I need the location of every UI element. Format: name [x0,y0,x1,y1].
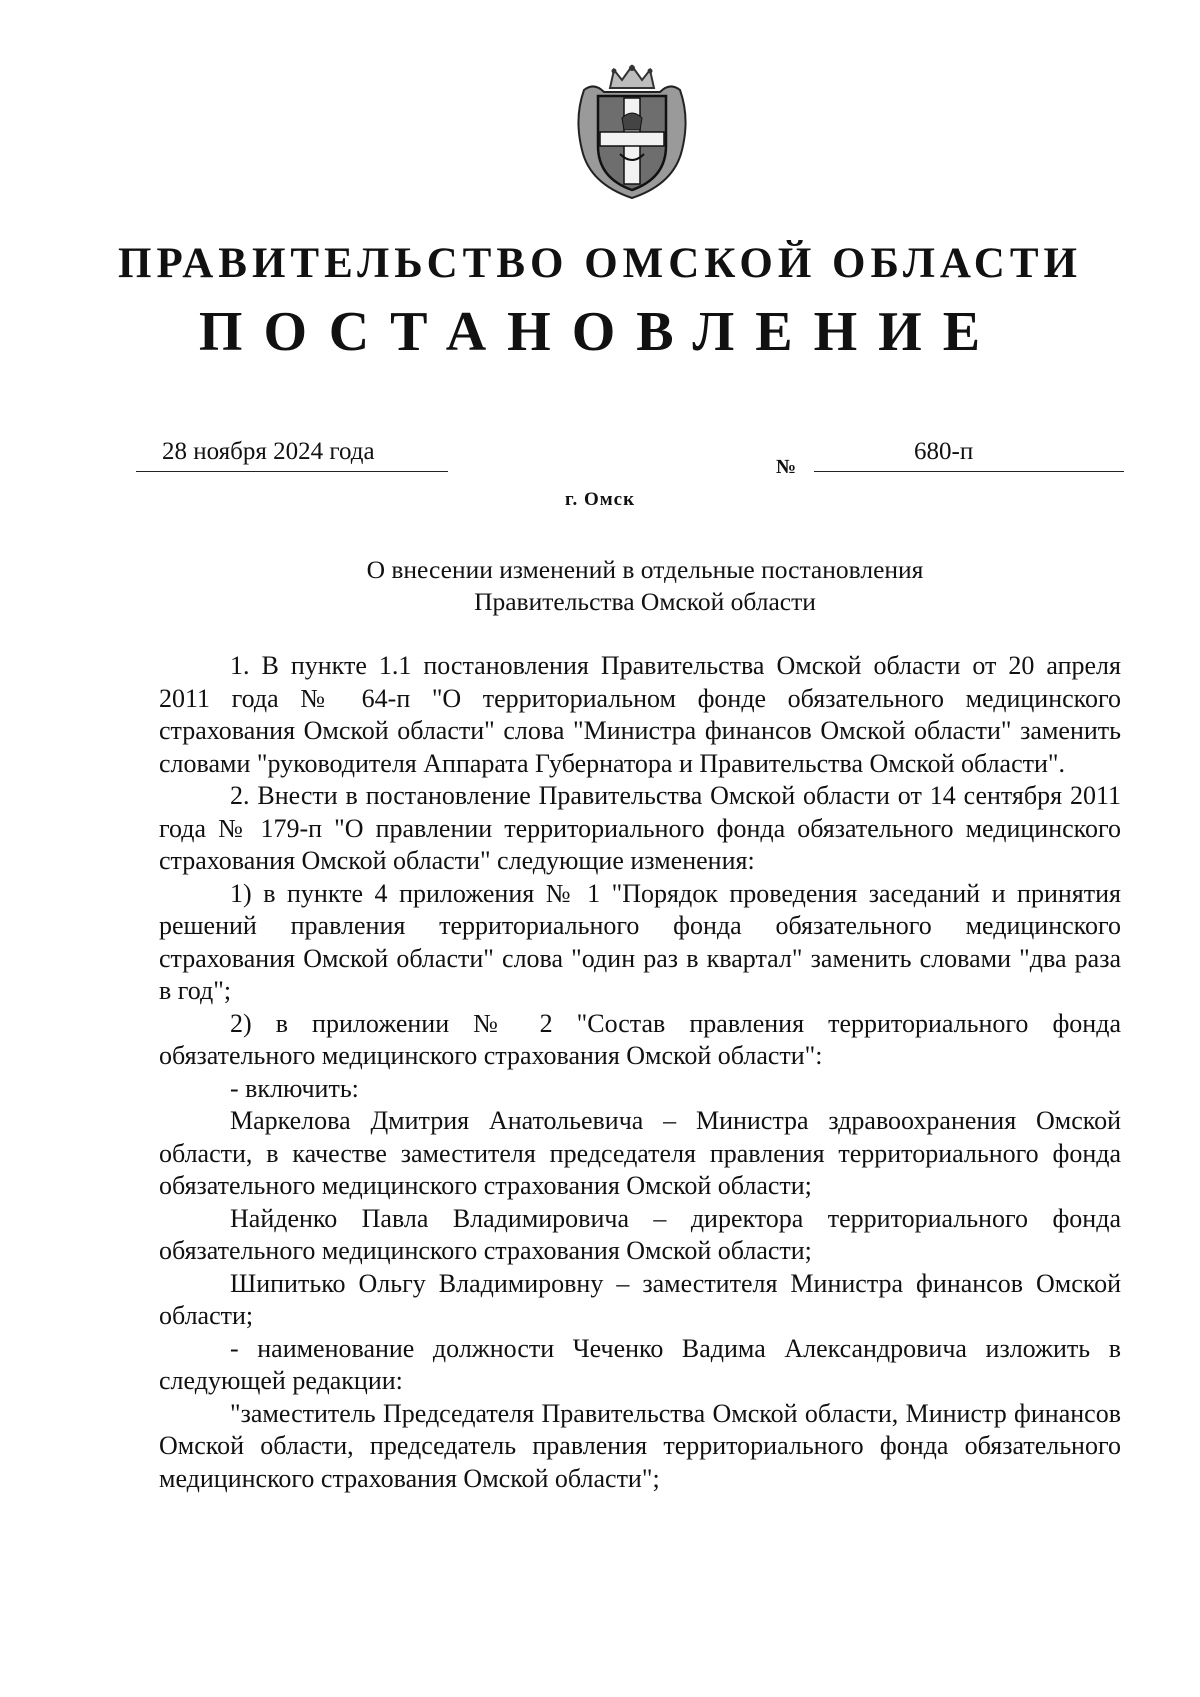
organization-name: ПРАВИТЕЛЬСТВО ОМСКОЙ ОБЛАСТИ [118,240,1082,287]
document-date: 28 ноября 2024 года [136,438,448,472]
omsk-coat-of-arms-emblem [570,58,694,202]
city-label: г. Омск [564,489,636,510]
body-paragraph: Найденко Павла Владимировича – директора территориального фонда обязательного медицинского страхования Омской области; [159,1203,1121,1265]
document-type-title: ПОСТАНОВЛЕНИЕ [198,301,1002,363]
subject-line: Правительства Омской области [474,587,816,616]
body-paragraph: 2. Внести в постановление Правительства Омской области от 14 сентября 2011 года № 179-п "О правлении территориального фонда обязательного медицинского страхования Омской области" следующие изменения: [159,781,1121,875]
body-paragraph: Маркелова Дмитрия Анатольевича – Министра здравоохранения Омской области, в качестве заместителя председателя правления территориального фонда обязательного медицинского страхования Омской области; [159,1106,1121,1200]
document-body [159,650,1121,1495]
body-paragraph: Шипитько Ольгу Владимировну – заместителя Министра финансов Омской области; [159,1268,1121,1330]
body-paragraph: 2) в приложении № 2 "Состав правления территориального фонда обязательного медицинского страхования Омской области": [159,1008,1121,1070]
number-sign: № [776,456,797,478]
document-number: 680-п [814,438,1124,472]
document-subject [0,554,1200,618]
body-paragraph: 1) в пункте 4 приложения № 1 "Порядок проведения заседаний и принятия решений правления территориального фонда обязательного медицинского страхования Омской области" слова "один раз в квартал" заменить словами "два раза в год"; [159,878,1121,1005]
subject-line: О внесении изменений в отдельные постановления [366,555,924,584]
body-paragraph: - наименование должности Чеченко Вадима Александровича изложить в следующей редакции: [159,1333,1121,1395]
body-paragraph: 1. В пункте 1.1 постановления Правительства Омской области от 20 апреля 2011 года № 64-п "О территориальном фонде обязательного медицинского страхования Омской области" слова "Министра финансов Омской области" заменить словами "руководителя Аппарата Губернатора и Правительства Омской области". [159,651,1121,778]
body-paragraph: "заместитель Председателя Правительства Омской области, Министр финансов Омской области, председатель правления территориального фонда обязательного медицинского страхования Омской области"; [159,1398,1121,1493]
body-paragraph: - включить: [230,1073,359,1103]
